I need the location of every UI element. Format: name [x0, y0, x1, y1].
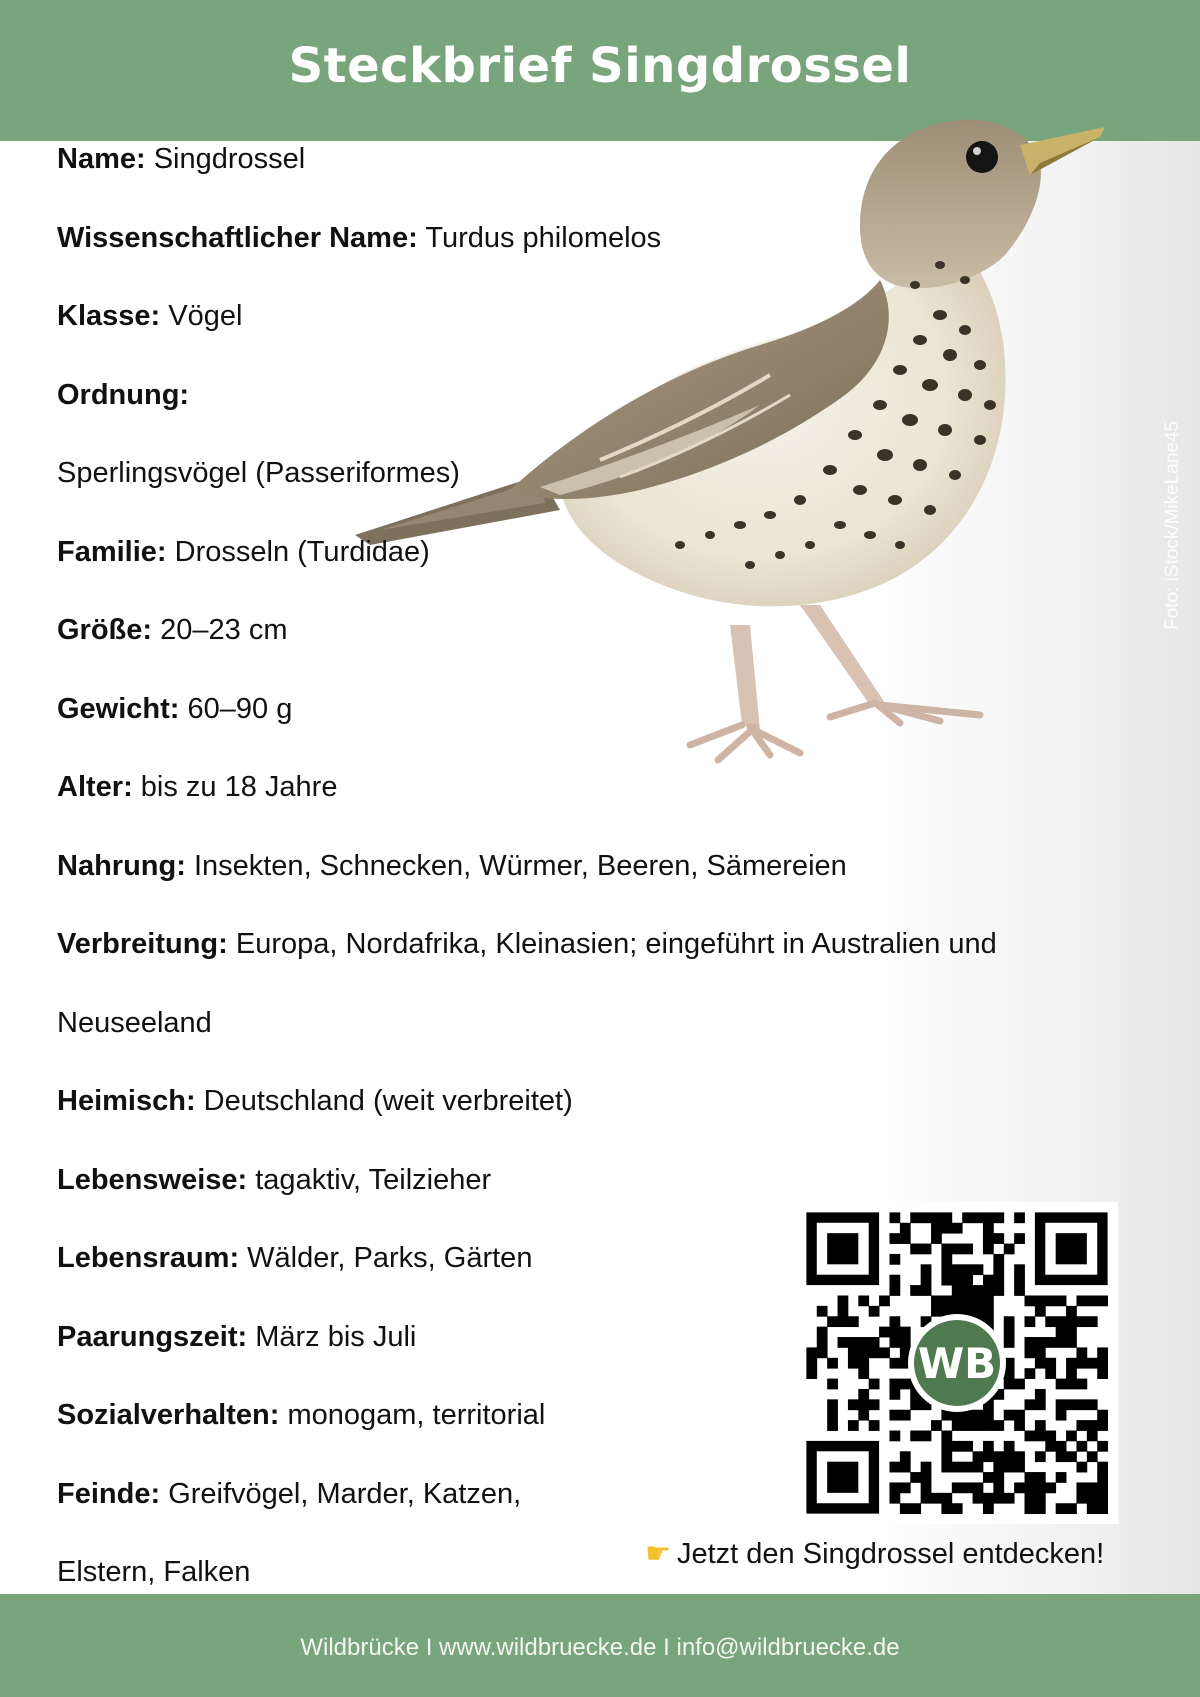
footer-contact: Wildbrücke I www.wildbruecke.de I info@wildbruecke.de [300, 1633, 900, 1661]
fact-label: Heimisch: [57, 1085, 196, 1117]
fact-row [57, 375, 189, 415]
fact-label: Wissenschaftlicher Name: [57, 222, 418, 254]
fact-label: Familie: [57, 536, 167, 568]
fact-value: tagaktiv, Teilzieher [255, 1164, 492, 1196]
fact-row [57, 610, 287, 650]
fact-value: 20–23 cm [160, 614, 288, 646]
fact-value: monogam, territorial [287, 1399, 546, 1431]
fact-label: Gewicht: [57, 693, 180, 725]
fact-value: Greifvögel, Marder, Katzen, [168, 1478, 522, 1510]
fact-label: Sozialverhalten: [57, 1399, 280, 1431]
fact-value: Turdus philomelos [425, 222, 662, 254]
fact-row [57, 532, 430, 572]
cta-text: Jetzt den Singdrossel entdecken! [677, 1538, 1105, 1570]
fact-row [57, 139, 305, 179]
fact-label: Nahrung: [57, 850, 186, 882]
fact-value: 60–90 g [187, 693, 293, 725]
fact-row [57, 218, 661, 258]
fact-row [57, 1081, 573, 1121]
fact-value: Neuseeland [57, 1007, 212, 1039]
fact-value: Singdrossel [153, 143, 306, 175]
fact-row [57, 924, 997, 964]
fact-label: Paarungszeit: [57, 1321, 248, 1353]
pointing-hand-icon: ☛ [645, 1538, 671, 1570]
fact-value: Vögel [168, 300, 243, 332]
fact-value: Drosseln (Turdidae) [174, 536, 430, 568]
fact-row [57, 689, 292, 729]
qr-logo-text: WB [917, 1339, 997, 1388]
fact-row [57, 296, 242, 336]
fact-label: Alter: [57, 771, 133, 803]
fact-row [57, 1395, 545, 1435]
fact-value: Sperlingsvögel (Passeriformes) [57, 457, 460, 489]
fact-value: Europa, Nordafrika, Kleinasien; eingeführt in Australien und [235, 928, 997, 960]
fact-value: Wälder, Parks, Gärten [247, 1242, 533, 1274]
fact-value: März bis Juli [255, 1321, 417, 1353]
fact-row [57, 1003, 212, 1043]
song-thrush-image [340, 105, 1140, 835]
fact-label: Klasse: [57, 300, 161, 332]
qr-code[interactable] [796, 1202, 1118, 1524]
fact-row [57, 1474, 521, 1514]
fact-label: Name: [57, 143, 146, 175]
fact-value: Insekten, Schnecken, Würmer, Beeren, Sämereien [193, 850, 847, 882]
fact-value: Elstern, Falken [57, 1556, 251, 1588]
qr-logo [908, 1314, 1006, 1412]
fact-row [57, 767, 337, 807]
footer-band [0, 1594, 1200, 1697]
qr-code-icon [796, 1202, 1118, 1524]
fact-row [57, 453, 460, 493]
fact-value: bis zu 18 Jahre [140, 771, 338, 803]
fact-label: Lebensweise: [57, 1164, 248, 1196]
fact-row [57, 846, 847, 886]
fact-label: Ordnung: [57, 379, 190, 411]
fact-row [57, 1238, 532, 1278]
photo-credit: Foto: iStock/MikeLane45 [1162, 420, 1183, 630]
fact-label: Lebensraum: [57, 1242, 240, 1274]
fact-row [57, 1552, 250, 1592]
fact-label: Feinde: [57, 1478, 161, 1510]
fact-label: Größe: [57, 614, 153, 646]
fact-row [57, 1317, 416, 1357]
page-title: Steckbrief Singdrossel [288, 37, 912, 94]
fact-label: Verbreitung: [57, 928, 228, 960]
call-to-action[interactable] [645, 1534, 1104, 1574]
fact-value: Deutschland (weit verbreitet) [203, 1085, 573, 1117]
fact-row [57, 1160, 491, 1200]
